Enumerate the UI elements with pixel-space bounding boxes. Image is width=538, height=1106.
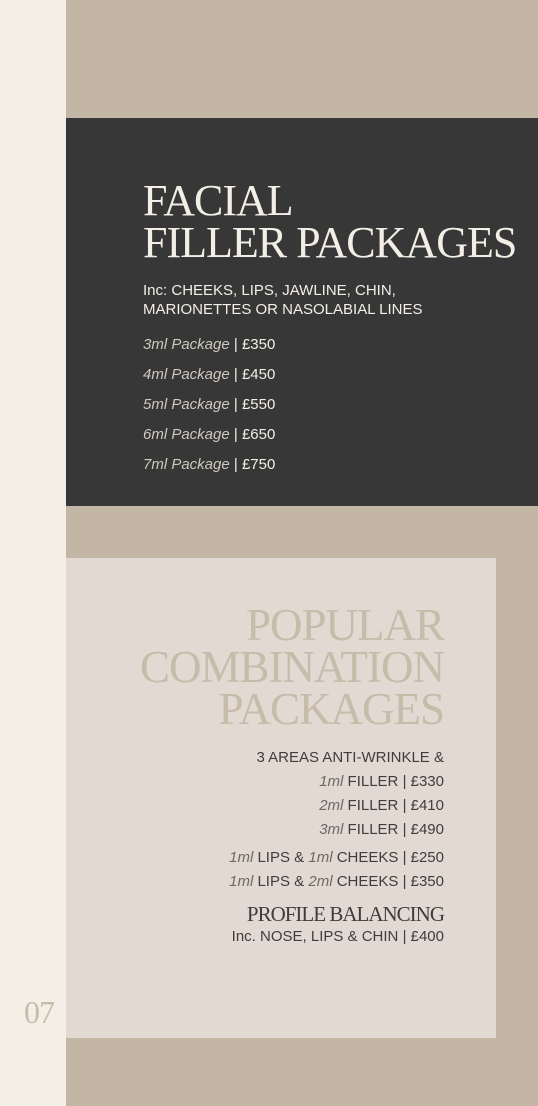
package-price: | £350 — [233, 336, 276, 353]
option-item: CHEEKS — [336, 873, 399, 890]
option-item: LIPS — [257, 849, 290, 866]
package-price: | £750 — [233, 456, 276, 473]
facial-filler-title-line2: FILLER PACKAGES — [143, 218, 517, 267]
option-amount: 2ml — [319, 797, 344, 814]
option-amount: 1ml — [229, 849, 254, 866]
left-margin-strip — [0, 0, 66, 1106]
anti-wrinkle-header: 3 AREAS ANTI-WRINKLE & — [256, 749, 444, 766]
combination-list — [229, 746, 444, 894]
anti-wrinkle-option — [229, 794, 444, 818]
package-item — [143, 450, 275, 480]
option-joiner: & — [294, 849, 305, 866]
package-item — [143, 390, 275, 420]
package-item — [143, 360, 275, 390]
option-item: LIPS — [257, 873, 290, 890]
package-name: 6ml Package — [143, 426, 230, 443]
option-price: | £250 — [402, 849, 444, 866]
package-price: | £550 — [233, 396, 276, 413]
profile-price: | £400 — [402, 928, 444, 945]
option-joiner: & — [294, 873, 305, 890]
profile-areas: NOSE, LIPS & CHIN — [260, 928, 399, 945]
facial-filler-title-line1: FACIAL — [143, 176, 293, 225]
package-price: | £450 — [233, 366, 276, 383]
inc-areas: CHEEKS, LIPS, JAWLINE, CHIN, MARIONETTES OR NASOLABIAL LINES — [143, 282, 423, 318]
profile-balancing-details — [232, 927, 444, 947]
option-item: FILLER — [347, 797, 399, 814]
package-name: 3ml Package — [143, 336, 230, 353]
package-price: | £650 — [233, 426, 276, 443]
lips-cheeks-option — [229, 870, 444, 894]
package-name: 7ml Package — [143, 456, 230, 473]
option-amount: 3ml — [319, 821, 344, 838]
option-amount: 1ml — [229, 873, 254, 890]
option-price: | £330 — [402, 773, 444, 790]
filler-package-list — [143, 330, 275, 480]
option-item: CHEEKS — [336, 849, 399, 866]
option-amount: 1ml — [308, 849, 333, 866]
combination-title — [140, 600, 444, 734]
option-amount: 1ml — [319, 773, 344, 790]
option-price: | £490 — [402, 821, 444, 838]
page-number: 07 — [24, 994, 54, 1030]
package-item — [143, 330, 275, 360]
option-price: | £410 — [402, 797, 444, 814]
combination-title-line3: PACKAGES — [218, 684, 444, 734]
combination-title-line1: POPULAR — [245, 600, 444, 650]
package-item — [143, 420, 275, 450]
lips-cheeks-option — [229, 846, 444, 870]
package-name: 5ml Package — [143, 396, 230, 413]
profile-balancing-title: PROFILE BALANCING — [246, 902, 444, 926]
option-price: | £350 — [402, 873, 444, 890]
package-name: 4ml Package — [143, 366, 230, 383]
facial-filler-areas — [143, 281, 483, 319]
option-item: FILLER — [347, 821, 399, 838]
anti-wrinkle-option — [229, 818, 444, 842]
profile-prefix: Inc. — [231, 928, 256, 945]
inc-prefix: Inc: — [143, 282, 168, 299]
option-amount: 2ml — [308, 873, 333, 890]
option-item: FILLER — [347, 773, 399, 790]
anti-wrinkle-option — [229, 770, 444, 794]
combination-title-line2: COMBINATION — [140, 642, 444, 692]
facial-filler-title — [143, 176, 517, 267]
